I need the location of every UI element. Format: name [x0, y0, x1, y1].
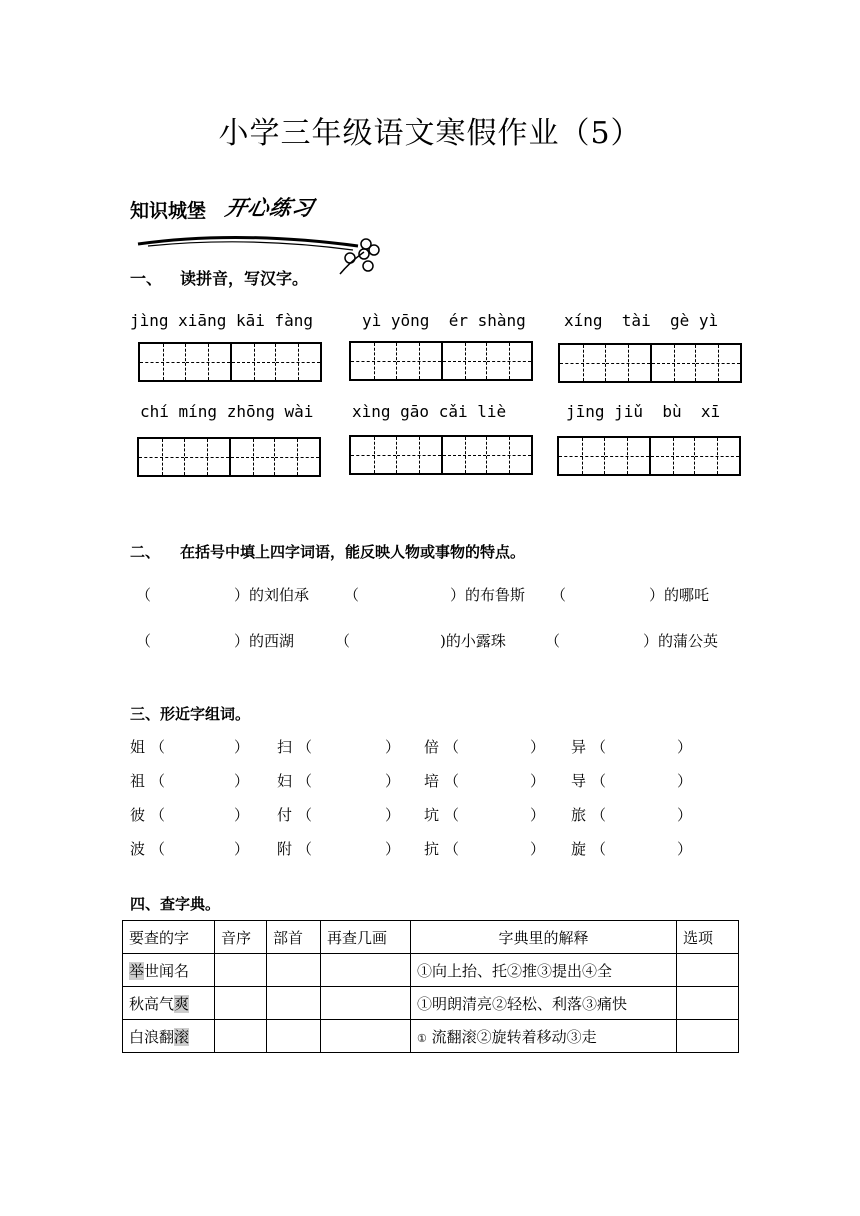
blank-open[interactable]: （	[297, 840, 313, 858]
writing-grid-1[interactable]	[138, 342, 322, 382]
writing-grid-5[interactable]	[349, 435, 533, 475]
pinyin-5: xìng gāo cǎi liè	[352, 402, 507, 421]
banner-subtitle: 开心练习	[223, 196, 317, 220]
highlight-char: 举	[129, 961, 145, 980]
pinyin-1: jìng xiāng kāi fàng	[130, 311, 314, 330]
pinyin-3: xíng tài gè yì	[564, 311, 719, 330]
answer-cell[interactable]	[321, 987, 411, 1020]
highlight-char: 爽	[174, 994, 190, 1013]
phrase-cell: 秋高气爽	[123, 987, 215, 1020]
section1-number: 一、	[130, 269, 163, 288]
table-row	[123, 987, 739, 1020]
fill-row-2	[0, 630, 860, 654]
similar-char: 异	[571, 738, 587, 756]
blank-close: ）	[234, 840, 250, 858]
writing-grid-6[interactable]	[557, 436, 741, 476]
blank-close: ）	[385, 806, 401, 824]
section2-number: 二、	[130, 543, 161, 561]
blank-open[interactable]: （	[591, 840, 607, 858]
answer-cell[interactable]	[215, 954, 267, 987]
table-header: 选项	[677, 921, 739, 954]
banner-title: 知识城堡	[130, 200, 207, 222]
blank-close: ）	[677, 806, 693, 824]
answer-cell[interactable]	[267, 954, 321, 987]
similar-char: 波	[130, 840, 146, 858]
answer-cell[interactable]	[321, 1020, 411, 1053]
similar-char: 扫	[277, 738, 293, 756]
answer-cell[interactable]	[215, 1020, 267, 1053]
table-header: 部首	[267, 921, 321, 954]
answer-cell[interactable]	[267, 1020, 321, 1053]
blank-close: ）	[677, 840, 693, 858]
similar-char: 祖	[130, 772, 146, 790]
similar-char: 附	[277, 840, 293, 858]
answer-cell[interactable]	[215, 987, 267, 1020]
fill-label[interactable]: ）的哪吒	[649, 586, 710, 604]
blank-close: ）	[530, 772, 546, 790]
writing-grid-3[interactable]	[558, 343, 742, 383]
table-row	[123, 954, 739, 987]
blank-open[interactable]: （	[591, 772, 607, 790]
blank-open[interactable]: （	[150, 806, 166, 824]
table-header: 字典里的解释	[411, 921, 677, 954]
section2-heading	[130, 541, 525, 562]
blank-close: ）	[530, 738, 546, 756]
blank-open[interactable]: （	[297, 772, 313, 790]
fill-label[interactable]: ）的刘伯承	[234, 586, 310, 604]
similar-char: 姐	[130, 738, 146, 756]
blank-close: ）	[234, 772, 250, 790]
answer-cell[interactable]	[267, 987, 321, 1020]
fill-row-1	[0, 584, 860, 608]
phrase-cell: 白浪翻滚	[123, 1020, 215, 1053]
blank-close: ）	[385, 772, 401, 790]
similar-char: 彼	[130, 806, 146, 824]
fill-open: （	[344, 586, 360, 604]
blank-close: ）	[234, 738, 250, 756]
table-header: 音序	[215, 921, 267, 954]
table-header: 再查几画	[321, 921, 411, 954]
fill-open: （	[136, 586, 152, 604]
answer-cell[interactable]	[677, 1020, 739, 1053]
answer-cell[interactable]	[677, 987, 739, 1020]
similar-char: 导	[571, 772, 587, 790]
blank-close: ）	[385, 738, 401, 756]
similar-char: 旋	[571, 840, 587, 858]
blank-close: ）	[677, 772, 693, 790]
fill-open: （	[545, 632, 561, 650]
section1-title: 读拼音，写汉字。	[180, 269, 309, 288]
fill-label[interactable]: ）的蒲公英	[643, 632, 719, 650]
explanation-cell: ①明朗清亮②轻松、利落③痛快	[411, 987, 677, 1020]
blank-open[interactable]: （	[150, 840, 166, 858]
dictionary-table	[122, 920, 739, 1053]
pinyin-2: yì yōng ér shàng	[362, 311, 526, 330]
blank-open[interactable]: （	[297, 806, 313, 824]
fill-label[interactable]: ）的布鲁斯	[450, 586, 526, 604]
highlight-char: 滚	[174, 1027, 190, 1046]
similar-char: 坑	[424, 806, 440, 824]
fill-open: （	[551, 586, 567, 604]
similar-char: 培	[424, 772, 440, 790]
blank-close: ）	[234, 806, 250, 824]
writing-grid-2[interactable]	[349, 341, 533, 381]
blank-open[interactable]: （	[297, 738, 313, 756]
answer-cell[interactable]	[321, 954, 411, 987]
fill-label[interactable]: )的小露珠	[440, 632, 506, 650]
section4-heading: 四、查字典。	[130, 895, 221, 913]
blank-open[interactable]: （	[591, 806, 607, 824]
table-header: 要查的字	[123, 921, 215, 954]
page-title: 小学三年级语文寒假作业（5）	[218, 116, 642, 151]
blank-close: ）	[677, 738, 693, 756]
fill-label[interactable]: ）的西湖	[234, 632, 295, 650]
blank-open[interactable]: （	[444, 806, 460, 824]
writing-grid-4[interactable]	[137, 437, 321, 477]
similar-char: 付	[277, 806, 293, 824]
blank-close: ）	[530, 806, 546, 824]
blank-open[interactable]: （	[444, 840, 460, 858]
blank-close: ）	[385, 840, 401, 858]
blank-close: ）	[530, 840, 546, 858]
section1-heading	[130, 266, 308, 289]
similar-char: 妇	[277, 772, 293, 790]
blank-open[interactable]: （	[444, 738, 460, 756]
section3-heading: 三、形近字组词。	[130, 705, 251, 723]
fill-open: （	[136, 632, 152, 650]
explanation-cell: ①向上抬、托②推③提出④全	[411, 954, 677, 987]
blank-open[interactable]: （	[444, 772, 460, 790]
blank-open[interactable]: （	[150, 738, 166, 756]
phrase-cell: 举世闻名	[123, 954, 215, 987]
blank-open[interactable]: （	[591, 738, 607, 756]
pinyin-4: chí míng zhōng wài	[140, 402, 314, 421]
answer-cell[interactable]	[677, 954, 739, 987]
pinyin-6: jīng jiǔ bù xī	[566, 402, 721, 421]
similar-char: 倍	[424, 738, 440, 756]
fill-open: （	[335, 632, 351, 650]
similar-char: 旅	[571, 806, 587, 824]
section2-title: 在括号中填上四字词语，能反映人物或事物的特点。	[180, 543, 526, 561]
table-row	[123, 1020, 739, 1053]
explanation-cell: ① 流翻滚②旋转着移动③走	[411, 1020, 677, 1053]
blank-open[interactable]: （	[150, 772, 166, 790]
similar-char: 抗	[424, 840, 440, 858]
table-header-row	[123, 921, 739, 954]
